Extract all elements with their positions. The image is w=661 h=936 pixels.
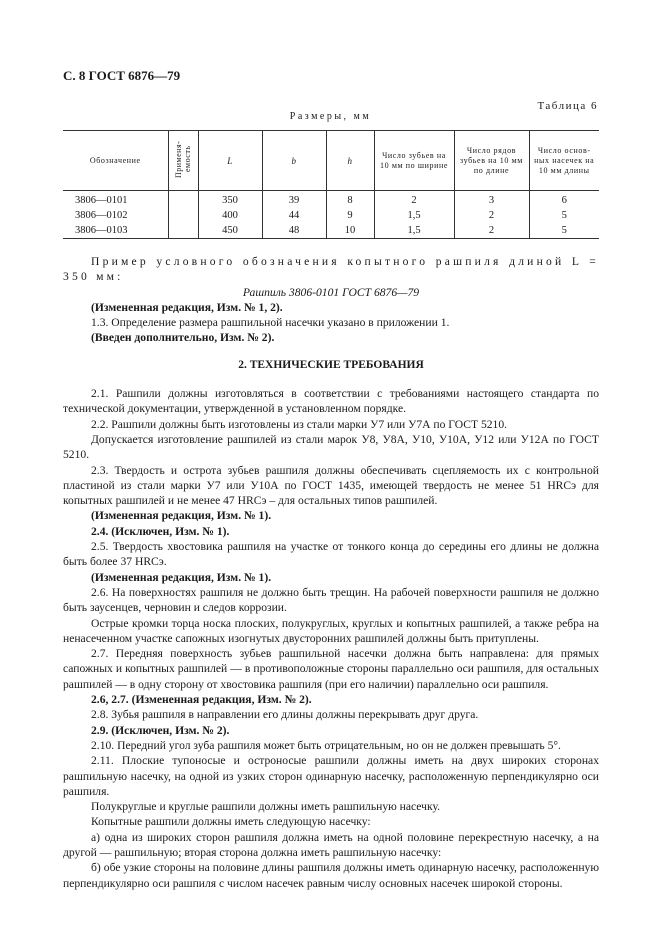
cell-teeth-width: 1,5: [374, 208, 454, 223]
table-row: [63, 208, 599, 223]
cell-applicability: [168, 208, 198, 223]
cell-designation: 3806—0103: [63, 223, 168, 239]
document-body: [63, 254, 599, 891]
paragraph: 2.3. Твердость и острота зубьев рашпиля должны обеспечивать сцепляемость их с контрольной пластиной из стали марки У7 или У10А по ГОСТ 1435, имеющей твердость не менее 51 HRCэ для копытных рашпилей и не менее 47 HRCэ – для остальных типов рашпилей.: [63, 463, 599, 508]
table-row: [63, 191, 599, 209]
paragraph: а) одна из широких сторон рашпиля должна иметь на одной половине перекрестную насечку, а на другой — рашпильную; вторая сторона должна иметь рашпильную насечку:: [63, 830, 599, 859]
cell-b: 39: [262, 191, 326, 209]
paragraph: 2.10. Передний угол зуба рашпиля может быть отрицательным, но он не должен превышать 5°.: [91, 738, 561, 752]
col-applicability-label: Применя-емость: [174, 140, 192, 178]
table-header-row: [63, 131, 599, 191]
col-designation: Обозначение: [63, 131, 168, 191]
col-main-cuts: Число основ-ных насечек на 10 мм длины: [529, 131, 599, 191]
paragraph: Полукруглые и круглые рашпили должны иметь рашпильную насечку.: [91, 800, 440, 814]
cell-main-cuts: 6: [529, 191, 599, 209]
paragraph: 2.11. Плоские тупоносые и остроносые рашпили должны иметь на двух широких сторонах рашпильную насечку, на одной из узких сторон одинарную насечку, расположенную перпендикулярно оси рашпиля.: [63, 754, 599, 798]
page-header: С. 8 ГОСТ 6876—79: [63, 68, 181, 83]
cell-l: 350: [198, 191, 262, 209]
example-line-2: Рашпиль 3806-0101 ГОСТ 6876—79: [242, 285, 420, 299]
amendment-note: (Введен дополнительно, Изм. № 2).: [91, 331, 275, 345]
cell-main-cuts: 5: [529, 208, 599, 223]
cell-h: 8: [326, 191, 374, 209]
paragraph: Допускается изготовление рашпилей из стали марок У8, У8А, У10, У10А, У12 или У12А по ГОСТ 5210.: [63, 432, 599, 462]
cell-applicability: [168, 223, 198, 239]
cell-l: 400: [198, 208, 262, 223]
cell-b: 44: [262, 208, 326, 223]
cell-h: 10: [326, 223, 374, 239]
amendment-note: (Измененная редакция, Изм. № 1).: [91, 509, 272, 523]
amendment-note: 2.6, 2.7. (Измененная редакция, Изм. № 2).: [91, 693, 312, 707]
cell-h: 9: [326, 208, 374, 223]
paragraph: 1.3. Определение размера рашпильной насечки указано в приложении 1.: [91, 316, 450, 330]
cell-l: 450: [198, 223, 262, 239]
amendment-note: 2.9. (Исключен, Изм. № 2).: [91, 723, 230, 737]
col-teeth-width: Число зубьев на 10 мм по ширине: [374, 131, 454, 191]
table-number: Таблица 6: [537, 100, 598, 112]
paragraph: Копытные рашпили должны иметь следующую насечку:: [91, 815, 371, 829]
paragraph: 2.2. Рашпили должны быть изготовлены из стали марки У7 или У7А по ГОСТ 5210.: [91, 417, 508, 431]
cell-designation: 3806—0102: [63, 208, 168, 223]
paragraph: 2.6. На поверхностях рашпиля не должно быть трещин. На рабочей поверхности рашпиля не должно быть заусенцев, черновин и следов коррозии.: [63, 585, 599, 615]
amendment-note: 2.4. (Исключен, Изм. № 1).: [91, 524, 230, 538]
cell-applicability: [168, 191, 198, 209]
col-applicability: [168, 131, 198, 191]
amendment-note: (Измененная редакция, Изм. № 1, 2).: [91, 300, 283, 314]
paragraph: 2.5. Твердость хвостовика рашпиля на участке от тонкого конца до середины его длины не должна быть более 37 HRCэ.: [63, 540, 599, 569]
sizes-caption: Размеры, мм: [289, 111, 372, 122]
cell-teeth-width: 1,5: [374, 223, 454, 239]
table-row: [63, 223, 599, 239]
cell-teeth-width: 2: [374, 191, 454, 209]
cell-designation: 3806—0101: [63, 191, 168, 209]
section-title: 2. ТЕХНИЧЕСКИЕ ТРЕБОВАНИЯ: [238, 358, 424, 371]
cell-rows-length: 3: [454, 191, 529, 209]
cell-rows-length: 2: [454, 223, 529, 239]
paragraph: 2.1. Рашпили должны изготовляться в соответствии с требованиями настоящего стандарта по технической документации, утвержденной в установленном порядке.: [63, 387, 599, 416]
paragraph: 2.7. Передняя поверхность зубьев рашпильной насечки должна быть направлена: для прямых сапожных и копытных рашпилей — в противоположные стороны параллельно оси рашпиля, для остальных рашпилей — в одну сторону от хвостовика рашпиля (при его наличии) параллельно оси рашпиля.: [63, 647, 599, 691]
col-b: b: [262, 131, 326, 191]
paragraph: б) обе узкие стороны на половине длины рашпиля должны иметь одинарную насечку, расположенную перпендикулярно оси рашпиля с числом насечек равным числу основных насечек широкой стороны.: [63, 861, 599, 890]
cell-rows-length: 2: [454, 208, 529, 223]
col-h: h: [326, 131, 374, 191]
amendment-note: (Измененная редакция, Изм. № 1).: [91, 570, 272, 584]
paragraph: 2.8. Зубья рашпиля в направлении его длины должны перекрывать друг друга.: [91, 708, 479, 722]
col-rows-length: Число рядов зубьев на 10 мм по длине: [454, 131, 529, 191]
cell-main-cuts: 5: [529, 223, 599, 239]
table-6: [63, 130, 599, 239]
cell-b: 48: [262, 223, 326, 239]
paragraph: Острые кромки торца носка плоских, полукруглых, круглых и копытных рашпилей, а также ребра на ненасеченном участке сапожных изогнутых двусторонних рашпилей должны быть притуплены.: [63, 616, 599, 645]
example-line-1: Пример условного обозначения копытного рашпиля длиной L = 350 мм:: [63, 255, 599, 284]
col-l: L: [198, 131, 262, 191]
